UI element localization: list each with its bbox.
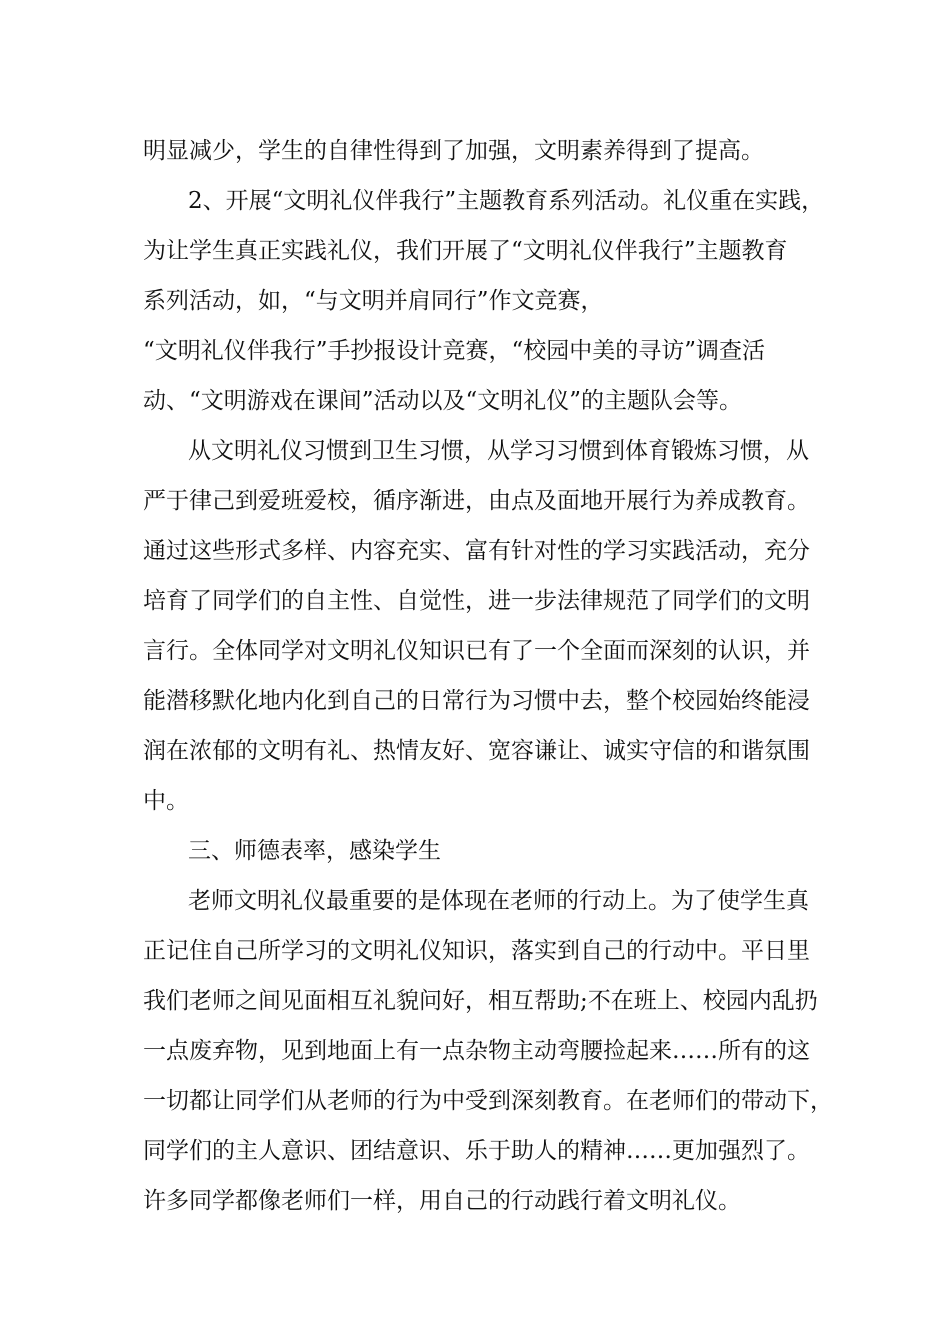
text-line: 一点废弃物，见到地面上有一点杂物主动弯腰捡起来……所有的这 [143,1038,810,1064]
text-line: 动、“文明游戏在课间”活动以及“文明礼仪”的主题队会等。 [143,388,743,414]
text-line: 正记住自己所学习的文明礼仪知识，落实到自己的行动中。平日里 [143,938,810,964]
text-line: 明显减少，学生的自律性得到了加强，文明素养得到了提高。 [143,138,764,164]
text-line: 许多同学都像老师们一样，用自己的行动践行着文明礼仪。 [143,1188,741,1214]
text-line: 培育了同学们的自主性、自觉性，进一步法律规范了同学们的文明 [143,588,810,614]
text-line: 通过这些形式多样、内容充实、富有针对性的学习实践活动，充分 [143,538,810,564]
text-line: 能潜移默化地内化到自己的日常行为习惯中去，整个校园始终能浸 [143,688,810,714]
text-line: 一切都让同学们从老师的行为中受到深刻教育。在老师们的带动下， [143,1088,833,1114]
text-line: 同学们的主人意识、团结意识、乐于助人的精神……更加强烈了。 [143,1138,810,1164]
text-line: “文明礼仪伴我行”手抄报设计竞赛，“校园中美的寻访”调查活 [143,338,766,364]
text-line: 言行。全体同学对文明礼仪知识已有了一个全面而深刻的认识，并 [143,638,810,664]
text-line: 严于律己到爱班爱校，循序渐进，由点及面地开展行为养成教育。 [143,488,810,514]
text-line: 我们老师之间见面相互礼貌问好，相互帮助;不在班上、校园内乱扔 [143,988,818,1014]
text-line: 润在浓郁的文明有礼、热情友好、宽容谦让、诚实守信的和谐氛围 [143,738,810,764]
text-line: 系列活动，如，“与文明并肩同行”作文竞赛， [143,288,604,314]
section-heading: 三、师德表率，感染学生 [188,838,441,864]
paragraph-start-line: 老师文明礼仪最重要的是体现在老师的行动上。为了使学生真 [188,888,809,914]
text-line: 中。 [143,788,189,814]
paragraph-start-line: 从文明礼仪习惯到卫生习惯，从学习习惯到体育锻炼习惯，从 [188,438,809,464]
paragraph-start-line: 2、开展“文明礼仪伴我行”主题教育系列活动。礼仪重在实践， [188,188,825,214]
text-line: 为让学生真正实践礼仪，我们开展了“文明礼仪伴我行”主题教育 [143,238,788,264]
